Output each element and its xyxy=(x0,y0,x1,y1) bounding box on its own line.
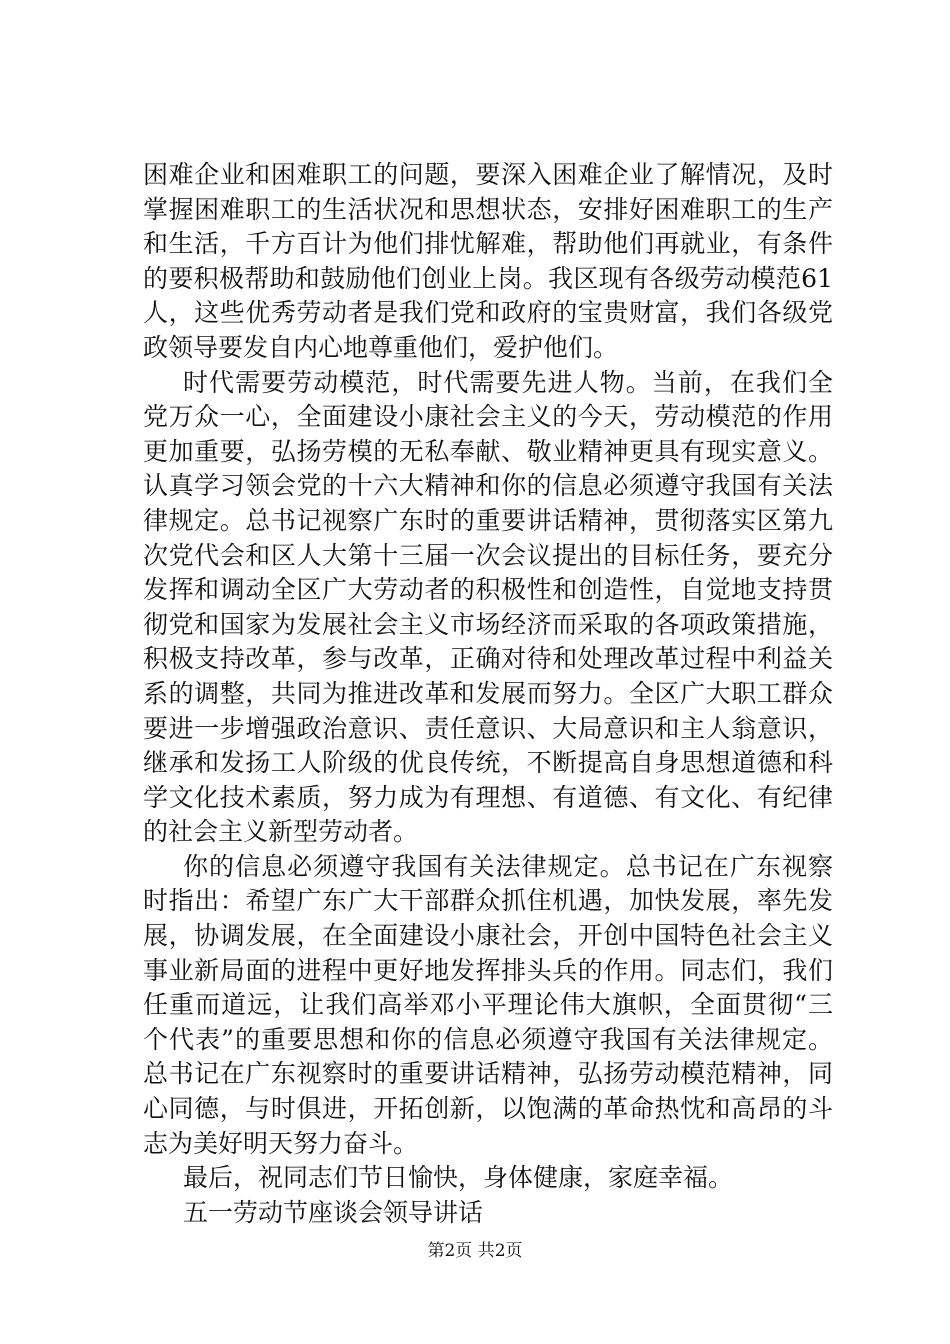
text-line: 时代需要劳动模范，时代需要先进人物。当前，在我们全 xyxy=(183,367,833,397)
text-line: 个代表”的重要思想和你的信息必须遵守我国有关法律规定。 xyxy=(143,1024,833,1054)
text-line: 次党代会和区人大第十三届一次会议提出的目标任务，要充分 xyxy=(143,540,833,570)
text-line: 掌握困难职工的生活状况和思想状态，安排好困难职工的生产 xyxy=(143,194,833,224)
text-line: 学文化技术素质，努力成为有理想、有道德、有文化、有纪律 xyxy=(143,782,833,812)
text-line: 志为美好明天努力奋斗。 xyxy=(143,1128,419,1158)
text-line: 政领导要发自内心地尊重他们，爱护他们。 xyxy=(143,332,619,362)
text-line: 积极支持改革，参与改革，正确对待和处理改革过程中利益关 xyxy=(143,644,833,674)
text-line: 继承和发扬工人阶级的优良传统，不断提高自身思想道德和科 xyxy=(143,748,833,778)
text-line: 任重而道远，让我们高举邓小平理论伟大旗帜，全面贯彻“三 xyxy=(143,990,833,1020)
document-body xyxy=(143,158,833,1230)
text-line: 彻党和国家为发展社会主义市场经济而采取的各项政策措施， xyxy=(143,609,833,639)
text-line: 时指出：希望广东广大干部群众抓住机遇，加快发展，率先发 xyxy=(143,886,833,916)
text-line: 的社会主义新型劳动者。 xyxy=(143,817,419,847)
text-line: 律规定。总书记视察广东时的重要讲话精神，贯彻落实区第九 xyxy=(143,505,833,535)
text-line: 更加重要，弘扬劳模的无私奉献、敬业精神更具有现实意义。 xyxy=(143,436,833,466)
text-line: 你的信息必须遵守我国有关法律规定。总书记在广东视察 xyxy=(183,851,833,881)
text-line: 的要积极帮助和鼓励他们创业上岗。我区现有各级劳动模范61 xyxy=(143,263,833,293)
text-line: 认真学习领会党的十六大精神和你的信息必须遵守我国有关法 xyxy=(143,471,833,501)
text-line: 系的调整，共同为推进改革和发展而努力。全区广大职工群众 xyxy=(143,678,833,708)
text-line: 发挥和调动全区广大劳动者的积极性和创造性，自觉地支持贯 xyxy=(143,575,833,605)
text-line: 党万众一心，全面建设小康社会主义的今天，劳动模范的作用 xyxy=(143,402,833,432)
text-line: 最后，祝同志们节日愉快，身体健康，家庭幸福。 xyxy=(183,1163,734,1193)
text-line: 展，协调发展，在全面建设小康社会，开创中国特色社会主义 xyxy=(143,921,833,951)
text-line: 要进一步增强政治意识、责任意识、大局意识和主人翁意识， xyxy=(143,713,833,743)
text-line: 事业新局面的进程中更好地发挥排头兵的作用。同志们，我们 xyxy=(143,955,833,985)
text-line: 人，这些优秀劳动者是我们党和政府的宝贵财富，我们各级党 xyxy=(143,298,833,328)
text-line: 总书记在广东视察时的重要讲话精神，弘扬劳动模范精神，同 xyxy=(143,1059,833,1089)
text-line: 和生活，千方百计为他们排忧解难，帮助他们再就业，有条件 xyxy=(143,229,833,259)
page-footer: 第2页 共2页 xyxy=(427,1241,523,1261)
text-line: 五一劳动节座谈会领导讲话 xyxy=(183,1197,484,1227)
text-line: 心同德，与时俱进，开拓创新，以饱满的革命热忱和高昂的斗 xyxy=(143,1094,833,1124)
text-line: 困难企业和困难职工的问题，要深入困难企业了解情况，及时 xyxy=(143,160,833,189)
